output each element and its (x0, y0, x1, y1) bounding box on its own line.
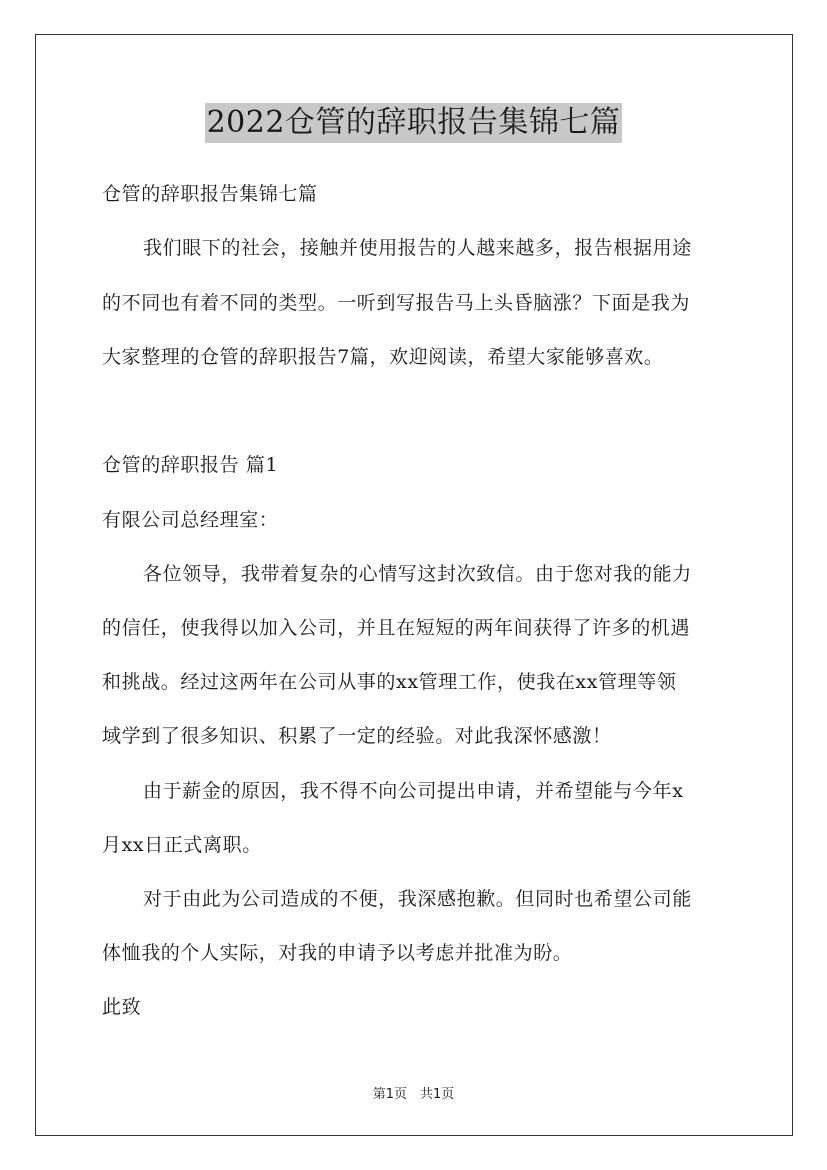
paragraph2-line-2: 月xx日正式离职。 (102, 834, 262, 856)
page-number: 第1页 共1页 (372, 1087, 455, 1102)
paragraph1-line-4: 域学到了很多知识、积累了一定的经验。对此我深怀感激！ (102, 725, 612, 747)
paragraph1-line-2: 的信任，使我得以加入公司，并且在短短的两年间获得了许多的机遇 (102, 617, 691, 639)
intro-line-3: 大家整理的仓管的辞职报告7篇，欢迎阅读，希望大家能够喜欢。 (102, 346, 664, 368)
paragraph3-line-1: 对于由此为公司造成的不便，我深感抱歉。但同时也希望公司能 (143, 888, 692, 910)
paragraph1-line-1: 各位领导，我带着复杂的心情写这封次致信。由于您对我的能力 (143, 563, 692, 585)
closing-text: 此致 (102, 996, 142, 1018)
document-subtitle: 仓管的辞职报告集锦七篇 (102, 183, 318, 205)
paragraph2-line-1: 由于薪金的原因，我不得不向公司提出申请，并希望能与今年x (143, 780, 684, 802)
paragraph1-line-3: 和挑战。经过这两年在公司从事的xx管理工作，使我在xx管理等领 (102, 671, 677, 693)
section-heading: 仓管的辞职报告 篇1 (102, 454, 279, 476)
salutation: 有限公司总经理室： (102, 509, 279, 531)
intro-line-2: 的不同也有着不同的类型。一听到写报告马上头昏脑涨？下面是我为 (102, 292, 691, 314)
title-container (0, 103, 827, 143)
intro-line-1: 我们眼下的社会，接触并使用报告的人越来越多，报告根据用途 (143, 237, 692, 259)
document-title: 2022仓管的辞职报告集锦七篇 (205, 103, 623, 143)
paragraph3-line-2: 体恤我的个人实际，对我的申请予以考虑并批准为盼。 (102, 942, 573, 964)
